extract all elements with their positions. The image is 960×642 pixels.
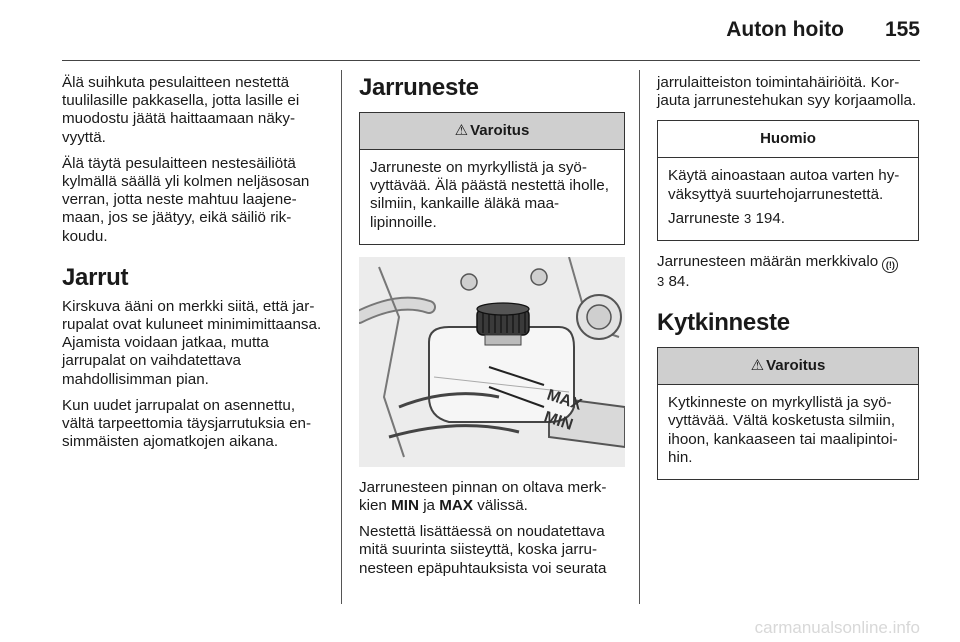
paragraph [359, 479, 625, 515]
section-heading-brakes: Jarrut [62, 263, 129, 291]
page-ref-arrow-icon: 3 [657, 274, 665, 290]
max-term: MAX [439, 497, 473, 515]
warning-text: Kytkinneste on myrkyllistä ja syövyttävää. Vältä kosketusta silmiin, ihoon, kankaaseen tai maalipintoihin. [668, 394, 898, 466]
page-header [0, 0, 960, 62]
warning-triangle-icon: ⚠ [750, 357, 765, 375]
column-3 [657, 74, 919, 492]
text-run: välissä. [477, 497, 528, 515]
note-box [657, 120, 919, 241]
warning-box-body [360, 150, 624, 244]
warning-box [657, 347, 919, 480]
note-reference [668, 210, 908, 228]
header-divider [62, 60, 920, 61]
text-run: ja [423, 497, 436, 515]
warning-text: Jarruneste on myrkyllistä ja syövyttävää. Älä päästä nestettä iholle, silmiin, kankaille äläkä maalipinnoille. [370, 159, 609, 231]
column-2 [359, 74, 625, 586]
paragraph: Älä suihkuta pesulaitteen nestettä tuulilasille pakkasella, jotta lasille ei muodostu jäätä haittaamaan näkyvyyttä. [62, 74, 300, 146]
brake-warning-lamp-icon: (!) [882, 257, 898, 273]
column-1 [62, 74, 330, 459]
paragraph: Kun uudet jarrupalat on asennettu, vältä tarpeettomia täysjarrutuksia ensimmäisten ajomatkojen aikana. [62, 396, 312, 451]
warning-box [359, 112, 625, 245]
text-run: Jarruneste [668, 209, 740, 227]
warning-title: Varoitus [766, 357, 826, 375]
note-text: Käytä ainoastaan autoa varten hyväksyttyä suurtehojarrunestettä. [668, 167, 900, 203]
paragraph: Nestettä lisättäessä on noudatettava mitä suurinta siisteyttä, koska jarrunesteen epäpuhtauksista voi seurata [359, 523, 607, 577]
paragraph: Kirskuva ääni on merkki siitä, että jarrupalat ovat kuluneet minimimittaansa. Ajamista voidaan jatkaa, mutta jarrupalat on vaihdatettava mahdollisimman pian. [62, 297, 322, 388]
text-run: Jarrunesteen määrän merkkivalo [657, 253, 879, 271]
paragraph [657, 253, 919, 291]
paragraph: Älä täytä pesulaitteen nestesäiliötä kylmällä säällä yli kolmen neljäsosan verran, jotta neste mahtuu laajenemaan, jos se jäätyy, eikä säiliö rikkoudu. [62, 154, 310, 245]
note-box-body [658, 158, 918, 240]
warning-box-header [360, 113, 624, 150]
column-divider-2 [639, 70, 640, 604]
paragraph: jarrulaitteiston toimintahäiriöitä. Korjauta jarrunestehukan syy korjaamolla. [657, 74, 917, 110]
page-ref-link[interactable]: 84. [668, 273, 690, 291]
warning-title: Varoitus [470, 122, 530, 139]
column-divider-1 [341, 70, 342, 604]
warning-box-header [658, 348, 918, 385]
page-ref-arrow-icon: 3 [744, 210, 752, 226]
section-title: Auton hoito [726, 18, 844, 41]
warning-box-body [658, 385, 918, 479]
page-ref-link[interactable]: 194. [755, 209, 786, 227]
min-label: MIN [541, 408, 575, 434]
page-number: 155 [884, 18, 920, 41]
note-box-header: Huomio [658, 121, 918, 158]
reservoir-drawing [359, 257, 625, 467]
watermark-text: carmanualsonline.info [754, 618, 920, 637]
min-term: MIN [391, 497, 419, 515]
section-heading-brake-fluid: Jarruneste [359, 74, 479, 101]
text-run: Jarrunesteen pinnan on oltava merkkien [359, 478, 607, 515]
max-label: MAX [544, 386, 584, 414]
section-heading-clutch-fluid: Kytkinneste [657, 309, 790, 337]
brake-fluid-reservoir-illustration [359, 257, 625, 467]
warning-triangle-icon: ⚠ [454, 122, 469, 139]
